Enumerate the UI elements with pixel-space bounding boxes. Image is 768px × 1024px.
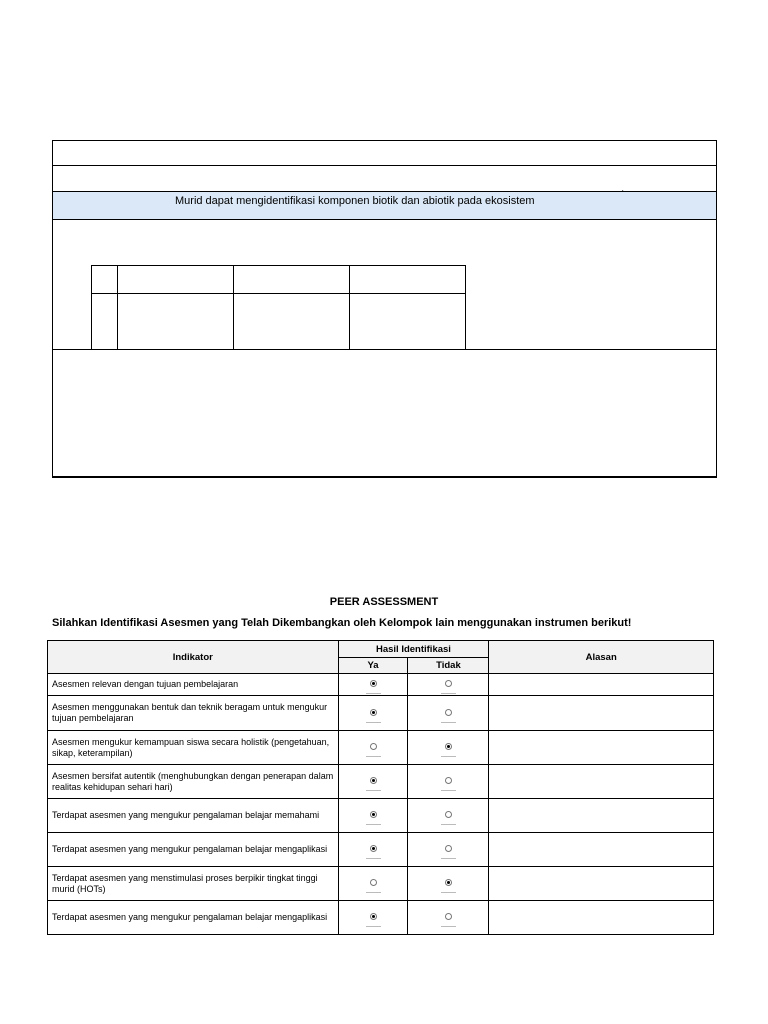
radio-tidak[interactable] (445, 845, 452, 852)
radio-underline (441, 824, 456, 825)
radio-cell-tidak (408, 833, 489, 867)
alasan-cell[interactable] (489, 731, 714, 765)
objective-row (53, 192, 716, 220)
header-tidak: Tidak (408, 658, 489, 674)
table-row (48, 901, 714, 935)
table-row (48, 765, 714, 799)
header-indikator: Indikator (48, 641, 339, 674)
radio-tidak[interactable] (445, 913, 452, 920)
radio-ya[interactable] (370, 879, 377, 886)
indikator-cell: Terdapat asesmen yang mengukur pengalaman belajar memahami (48, 799, 339, 833)
inner-cell (350, 266, 466, 294)
middle-row (53, 220, 716, 350)
radio-cell-ya (338, 696, 408, 731)
radio-cell-ya (338, 901, 408, 935)
radio-underline (366, 892, 381, 893)
indikator-cell: Asesmen menggunakan bentuk dan teknik beragam untuk mengukur tujuan pembelajaran (48, 696, 339, 731)
assessment-rows (48, 674, 714, 935)
radio-ya[interactable] (370, 680, 377, 687)
radio-ya[interactable] (370, 777, 377, 784)
radio-underline (441, 892, 456, 893)
radio-underline (366, 756, 381, 757)
inner-cell (118, 266, 234, 294)
radio-ya[interactable] (370, 811, 377, 818)
radio-cell-tidak (408, 765, 489, 799)
indikator-cell: Terdapat asesmen yang mengukur pengalaman belajar mengaplikasi (48, 833, 339, 867)
table-row (48, 674, 714, 696)
radio-underline (366, 790, 381, 791)
radio-tidak[interactable] (445, 709, 452, 716)
indikator-cell: Asesmen mengukur kemampuan siswa secara holistik (pengetahuan, sikap, keterampilan) (48, 731, 339, 765)
bottom-row (53, 350, 716, 477)
table-row (48, 799, 714, 833)
radio-cell-ya (338, 867, 408, 901)
radio-underline (366, 722, 381, 723)
radio-cell-tidak (408, 901, 489, 935)
radio-cell-ya (338, 765, 408, 799)
radio-ya[interactable] (370, 743, 377, 750)
inner-cell (350, 294, 466, 350)
inner-cell (92, 294, 118, 350)
inner-cell (234, 294, 350, 350)
header-ya: Ya (338, 658, 408, 674)
header-alasan: Alasan (489, 641, 714, 674)
radio-cell-tidak (408, 696, 489, 731)
alasan-cell[interactable] (489, 867, 714, 901)
indikator-cell: Terdapat asesmen yang menstimulasi proses berpikir tingkat tinggi murid (HOTs) (48, 867, 339, 901)
top-frame (52, 140, 717, 478)
radio-underline (441, 858, 456, 859)
radio-tidak[interactable] (445, 879, 452, 886)
radio-cell-tidak (408, 731, 489, 765)
radio-ya[interactable] (370, 709, 377, 716)
radio-ya[interactable] (370, 845, 377, 852)
top-row-2 (53, 166, 716, 192)
indikator-cell: Asesmen bersifat autentik (menghubungkan dengan penerapan dalam realitas kehidupan sehari hari) (48, 765, 339, 799)
radio-tidak[interactable] (445, 777, 452, 784)
radio-ya[interactable] (370, 913, 377, 920)
radio-underline (441, 756, 456, 757)
radio-cell-tidak (408, 867, 489, 901)
table-row (48, 731, 714, 765)
radio-cell-tidak (408, 799, 489, 833)
indikator-cell: Terdapat asesmen yang mengukur pengalaman belajar mengaplikasi (48, 901, 339, 935)
radio-underline (441, 790, 456, 791)
inner-cell (234, 266, 350, 294)
alasan-cell[interactable] (489, 799, 714, 833)
radio-underline (366, 824, 381, 825)
radio-underline (441, 722, 456, 723)
inner-cell (118, 294, 234, 350)
alasan-cell[interactable] (489, 901, 714, 935)
peer-assessment-table (47, 640, 714, 935)
radio-cell-ya (338, 799, 408, 833)
indikator-cell: Asesmen relevan dengan tujuan pembelajaran (48, 674, 339, 696)
empty-inner-table (91, 265, 466, 350)
radio-tidak[interactable] (445, 811, 452, 818)
radio-underline (366, 858, 381, 859)
radio-underline (441, 926, 456, 927)
radio-cell-ya (338, 731, 408, 765)
table-row (48, 833, 714, 867)
radio-underline (366, 926, 381, 927)
alasan-cell[interactable] (489, 674, 714, 696)
radio-tidak[interactable] (445, 743, 452, 750)
table-row (48, 696, 714, 731)
radio-cell-ya (338, 833, 408, 867)
radio-tidak[interactable] (445, 680, 452, 687)
radio-underline (441, 693, 456, 694)
top-row-1 (53, 141, 716, 166)
alasan-cell[interactable] (489, 833, 714, 867)
peer-assessment-title: PEER ASSESSMENT (329, 596, 439, 608)
radio-cell-tidak (408, 674, 489, 696)
radio-underline (366, 693, 381, 694)
table-row (48, 867, 714, 901)
alasan-cell[interactable] (489, 696, 714, 731)
inner-cell (92, 266, 118, 294)
objective-text: Murid dapat mengidentifikasi komponen biotik dan abiotik pada ekosistem (175, 195, 535, 207)
radio-cell-ya (338, 674, 408, 696)
peer-assessment-instruction: Silahkan Identifikasi Asesmen yang Telah Dikembangkan oleh Kelompok lain menggunakan instrumen berikut! (52, 617, 632, 629)
alasan-cell[interactable] (489, 765, 714, 799)
header-hasil-identifikasi: Hasil Identifikasi (338, 641, 489, 658)
